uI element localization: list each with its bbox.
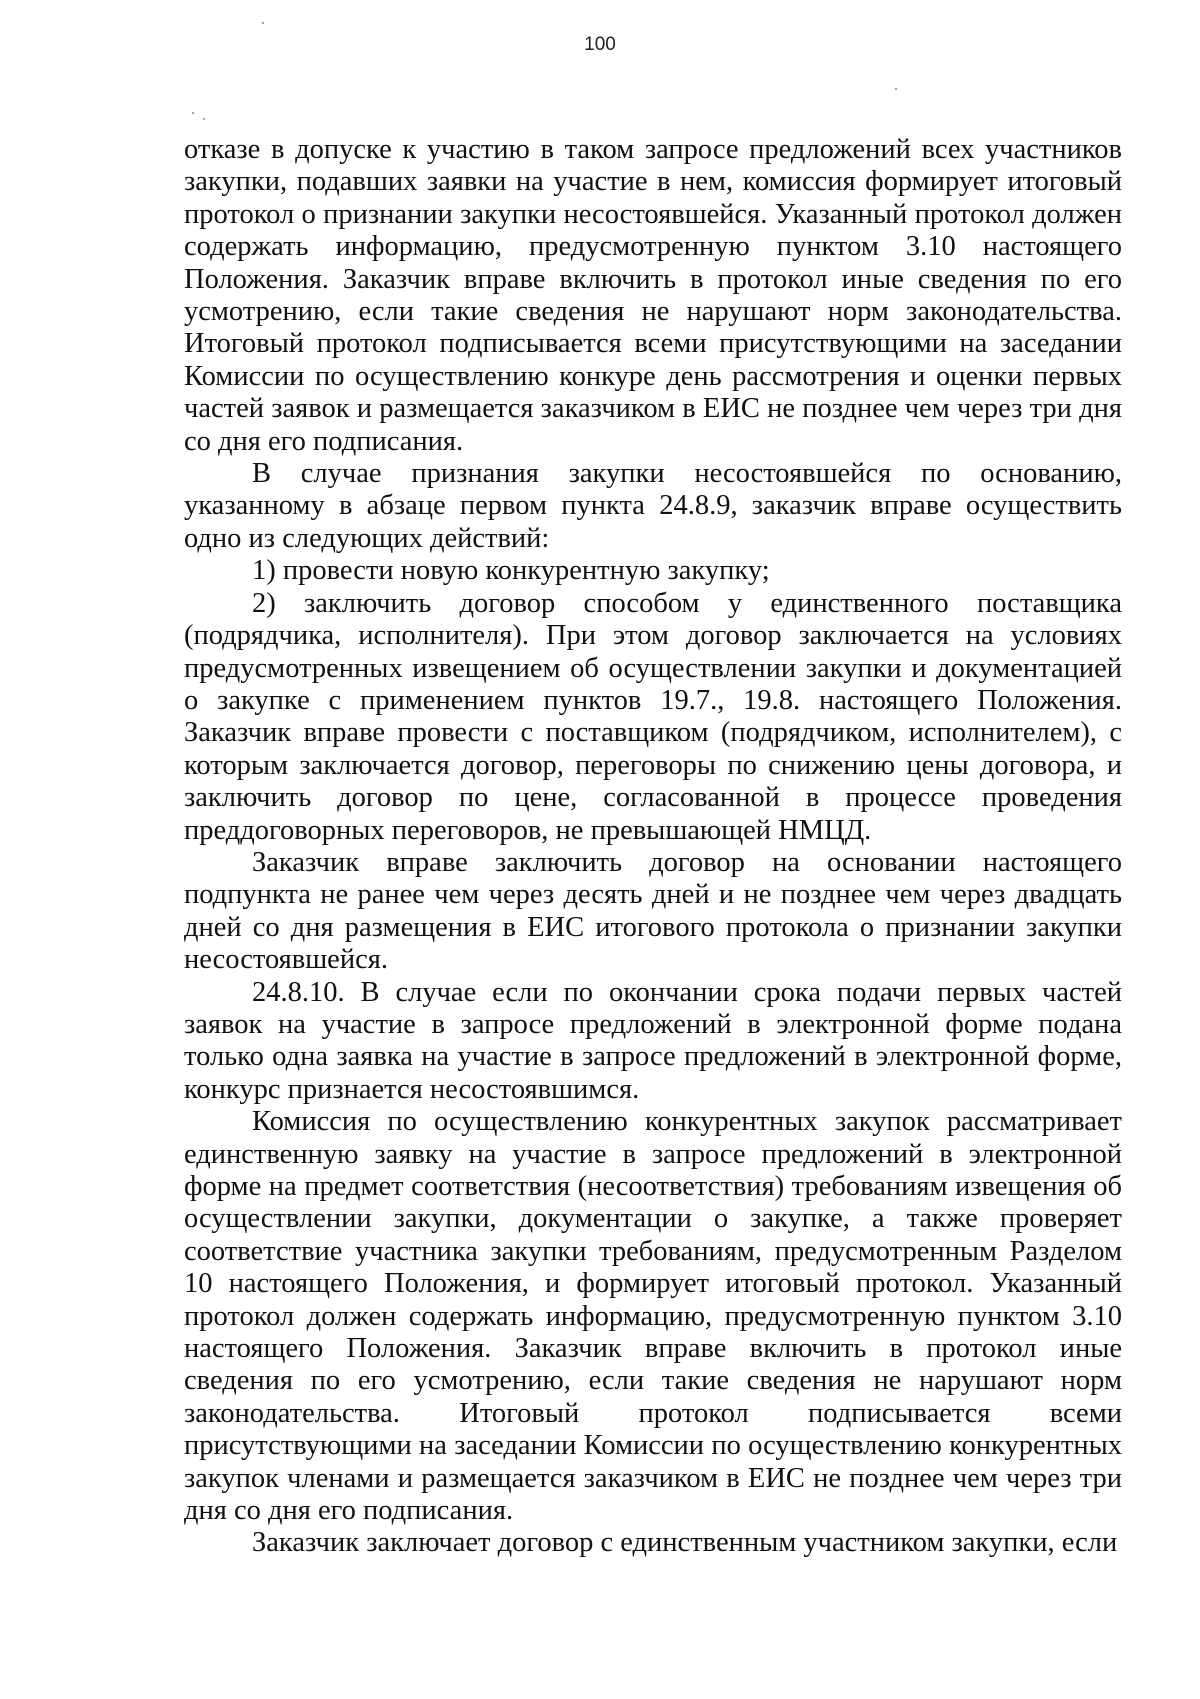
list-item-1: 1) провести новую конкурентную закупку; [252, 555, 770, 587]
paragraph-failure-cases: В случае признания закупки несостоявшейся по основанию, указанному в абзаце первом пункта 24.8.9, заказчик вправе осуществить одно из следующих действий: [184, 458, 1122, 554]
body-text [184, 134, 1122, 1560]
page-number: 100 [584, 34, 616, 55]
scan-speck [203, 118, 205, 120]
paragraph-24-8-10: 24.8.10. В случае если по окончании срока подачи первых частей заявок на участие в запросе предложений в электронной форме подана только одна заявка на участие в запросе предложений в электронной форме, конкурс признается несостоявшимся. [184, 976, 1122, 1105]
scan-speck [192, 112, 194, 114]
list-item-2: 2) заключить договор способом у единственного поставщика (подрядчика, исполнителя). При этом договор заключается на условиях предусмотренных извещением об осуществлении закупки и документацией о закупке с применением пунктов 19.7., 19.8. настоящего Положения. Заказчик вправе провести с поставщиком (подрядчиком, исполнителем), с которым заключается договор, переговоры по снижению цены договора, и заключить договор по цене, согласованной в процессе проведения преддоговорных переговоров, не превышающей НМЦД. [184, 587, 1122, 846]
scan-speck [262, 22, 264, 24]
paragraph-sole-participant: Заказчик заключает договор с единственным участником закупки, если [252, 1527, 1118, 1559]
scan-speck [895, 88, 897, 90]
paragraph-contract-timing: Заказчик вправе заключить договор на основании настоящего подпункта не ранее чем через десять дней и не позднее чем через двадцать дней со дня размещения в ЕИС итогового протокола о признании закупки несостоявшейся. [184, 846, 1122, 976]
paragraph-commission-review: Комиссия по осуществлению конкурентных закупок рассматривает единственную заявку на участие в запросе предложений в электронной форме на предмет соответствия (несоответствия) требованиям извещения об осуществлении закупки, документации о закупке, а также проверяет соответствие участника закупки требованиям, предусмотренным Разделом 10 настоящего Положения, и формирует итоговый протокол. Указанный протокол должен содержать информацию, предусмотренную пунктом 3.10 настоящего Положения. Заказчик вправе включить в протокол иные сведения по его усмотрению, если такие сведения не нарушают норм законодательства. Итоговый протокол подписывается всеми присутствующими на заседании Комиссии по осуществлению конкурентных закупок членами и размещается заказчиком в ЕИС не позднее чем через три дня со дня его подписания. [184, 1106, 1122, 1527]
paragraph-continuation: отказе в допуске к участию в таком запросе предложений всех участников закупки, подавших заявки на участие в нем, комиссия формирует итоговый протокол о признании закупки несостоявшейся. Указанный протокол должен содержать информацию, предусмотренную пунктом 3.10 настоящего Положения. Заказчик вправе включить в протокол иные сведения по его усмотрению, если такие сведения не нарушают норм законодательства. Итоговый протокол подписывается всеми присутствующими на заседании Комиссии по осуществлению конкуре день рассмотрения и оценки первых частей заявок и размещается заказчиком в ЕИС не позднее чем через три дня со дня его подписания. [184, 134, 1122, 457]
